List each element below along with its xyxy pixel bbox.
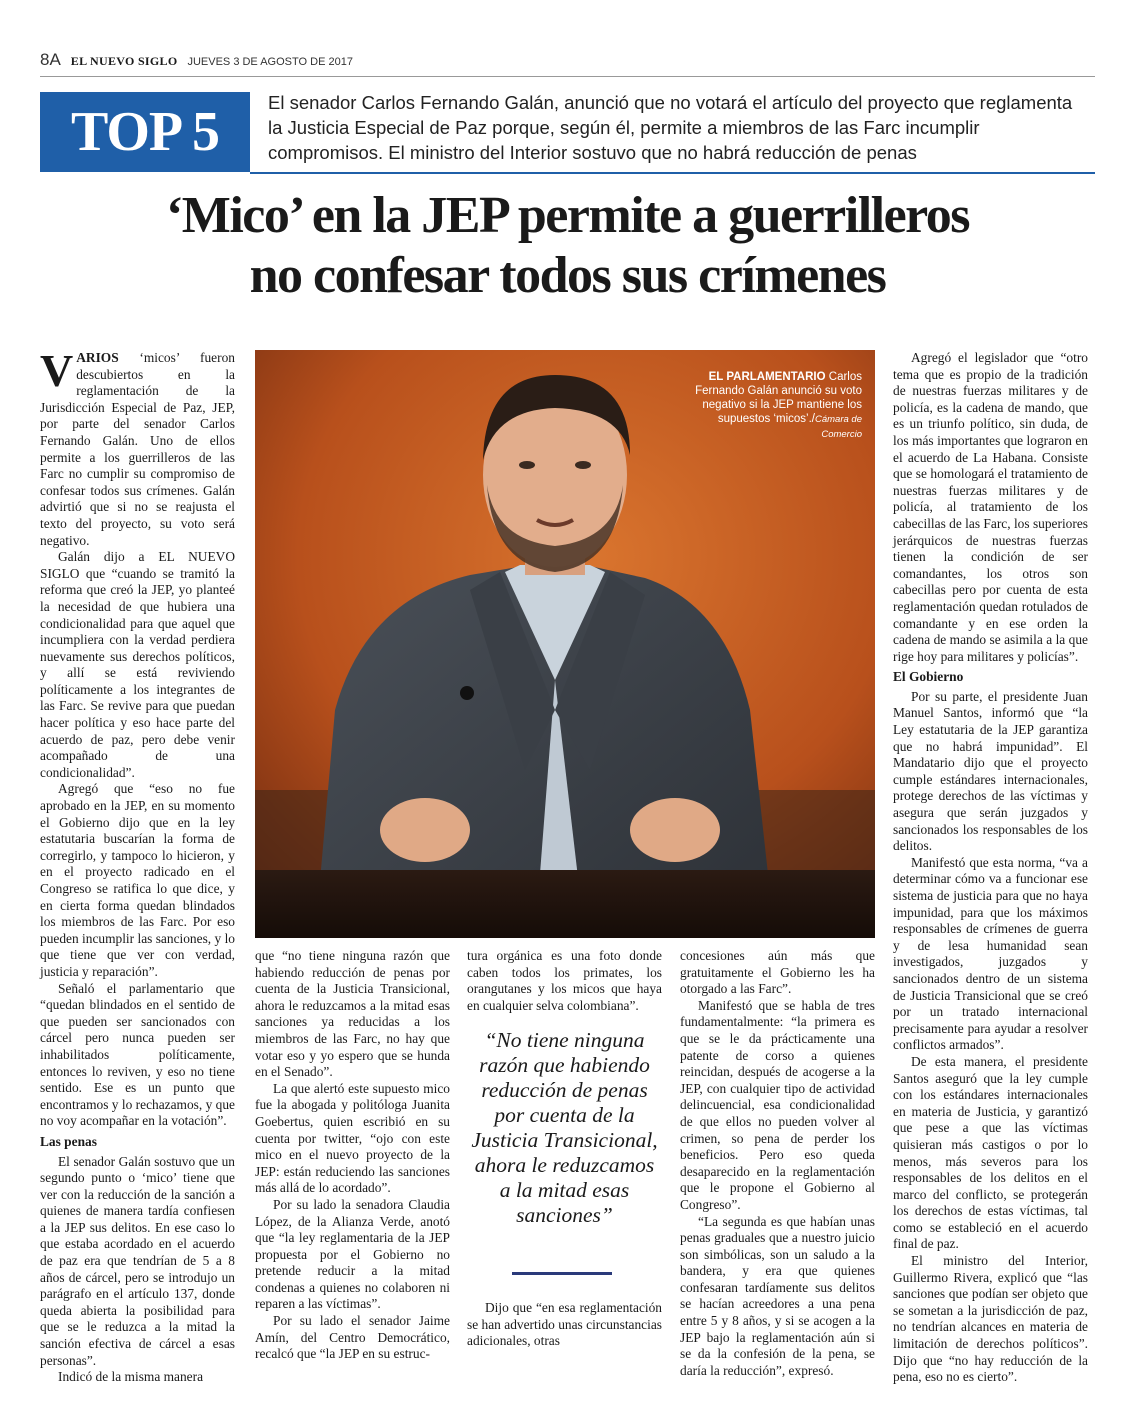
caption-text: Carlos Fernando Galán anunció su voto negativo si la JEP mantiene los supuestos ‘micos’./ bbox=[695, 371, 862, 425]
photo-credit: Cámara de Comercio bbox=[815, 414, 862, 440]
subhead-gobierno: El Gobierno bbox=[893, 669, 964, 685]
article-column-5 bbox=[893, 350, 1088, 1386]
subhead-penas: Las penas bbox=[40, 1133, 97, 1149]
headline-line-2: no confesar todos sus crímenes bbox=[249, 247, 886, 304]
paragraph: “La segunda es que habían unas penas graduales que a nuestro juicio son simbólicas, son un saludo a la bandera, y era que quienes confesaran tardíamente sus delitos se hacían acreedores a una pena entre 5 y 8 años, y si se acogen a la JEP bajo la reglamentación aún si se da la confesión de la pena, se daría la reducción”, expresó. bbox=[680, 1213, 875, 1378]
headline bbox=[40, 186, 1095, 306]
paragraph: Manifestó que se habla de tres fundamentalmente: “la primera es que se le da prácticamente una patente de corso a quienes reincidan, después de acogerse a la JEP, con cualquier tipo de actividad delincuencial, esa condicionalidad de que ellos no pueden volver al crimen, so pena de perder los beneficios. Pero eso queda desaparecido en la reglamentación que le propone el Gobierno al Congreso”. bbox=[680, 997, 875, 1212]
paragraph-text: ‘micos’ fueron descubiertos en la reglamentación de la Jurisdicción Especial de Paz, JEP, por parte del senador Carlos Fernando Galán. Uno de ellos permite a los guerrilleros de las Farc no cumplir su compromiso de confesar todos sus crímenes. Galán advirtió que si no se reajusta el texto del proyecto, su voto será negativo. bbox=[40, 350, 235, 548]
article-column-3-bottom bbox=[467, 1300, 662, 1350]
paragraph: Galán dijo a EL NUEVO SIGLO que “cuando se tramitó la reforma que creó la JEP, yo planteé la necesidad de que hubiera una condicionalidad para que aquel que incumpliera con la verdad perdiera nuevamente sus derechos políticos, y allí se está reviviendo políticamente a los integrantes de las Farc. Se revive para que puedan hacer política y eso hace parte del acuerdo de paz, pero debe venir acompañado de una condicionalidad”. bbox=[40, 549, 235, 780]
top5-label: TOP 5 bbox=[40, 92, 250, 172]
lead-paragraph bbox=[40, 345, 235, 549]
page-number: 8A bbox=[40, 50, 61, 69]
article-column-3 bbox=[467, 948, 662, 1014]
photo-caption bbox=[690, 370, 862, 442]
drop-cap: V bbox=[40, 345, 74, 396]
pull-quote: “No tiene ninguna razón que habiendo reducción de penas por cuenta de la Justicia Transicional, ahora le reduzcamos a la mitad esas sanciones” bbox=[471, 1028, 658, 1227]
paragraph: Señaló el parlamentario que “quedan blindados en el sentido de que pueden ser sancionados con cárcel pero nunca pueden ser inhabilitados políticamente, entonces lo reviven, y eso no tiene sentido. Ese es un punto que encontramos y lo rechazamos, y que no voy acompañar en la votación”. bbox=[40, 980, 235, 1129]
paragraph: El senador Galán sostuvo que un segundo punto o ‘mico’ tiene que ver con la reducción de la sanción a quienes de manera tardía confiesen a la JEP sus delitos. En ese caso lo que estaba acordado en el acuerdo de paz era que tendrían de 5 a 8 años de cárcel, pero se introdujo un parágrafo en el artículo 137, donde queda abierta la posibilidad para que se le reduzca a la mitad la sanción efectiva de cárcel a esas personas”. bbox=[40, 1153, 235, 1368]
paragraph: Dijo que “en esa reglamentación se han advertido unas circunstancias adicionales, otras bbox=[467, 1300, 662, 1349]
paragraph: Por su lado el senador Jaime Amín, del Centro Democrático, recalcó que “la JEP en su estruc- bbox=[255, 1313, 450, 1362]
paragraph: Agregó que “eso no fue aprobado en la JEP, en su momento el Gobierno dijo que en la ley estatutaria buscarían la forma de corregirlo, y tampoco lo hicieron, y en el proyecto radicado en el Congreso se ratifica lo que dice, y en cierta forma quedan blindados los miembros de las Farc. Por eso pueden incumplir las sanciones, y lo que tiene que ver con verdad, justicia y reparación”. bbox=[40, 781, 235, 979]
paragraph: Por su lado la senadora Claudia López, de la Alianza Verde, anotó que “la ley reglamentaria de la JEP propuesta por el Gobierno no pretende reducir a la mitad condenas a quienes no colaboren ni reparen a las víctimas”. bbox=[255, 1196, 450, 1312]
caption-label: EL PARLAMENTARIO bbox=[708, 371, 826, 383]
paragraph: De esta manera, el presidente Santos aseguró que la ley cumple con los estándares internacionales en materia de Justicia, y garantizó que pese a que las víctimas quisieran más castigos o por lo menos, más severos para los responsables de los delitos en el marco del conflicto, se protegerán los derechos de estas víctimas, tal como se estableció en el acuerdo final de paz. bbox=[893, 1053, 1088, 1252]
headline-line-1: ‘Mico’ en la JEP permite a guerrilleros bbox=[165, 187, 970, 244]
folio bbox=[40, 50, 353, 72]
paragraph: tura orgánica es una foto donde caben todos los primates, los orangutanes y los micos que haya en cualquier selva colombiana”. bbox=[467, 948, 662, 1013]
paragraph: Agregó el legislador que “otro tema que es propio de la tradición de nuestras fuerzas militares y de policía, es la cadena de mando, que es un triunfo político, sin duda, de los más importantes que lograron en el acuerdo de La Habana. Consiste que se homologará el tratamiento de nuestras fuerzas militares y de policía, al tratamiento de los cabecillas de las Farc, los superiores jerárquicos de nuestras fuerzas tienen la condición de ser comandantes, los otros son cabecillas pero por cuenta de esta reglamentación quedan rotulados de comandante y en ese orden la cadena de mando se asimila a la que rige hoy para militares y policías”. bbox=[893, 350, 1088, 664]
lead-caps: ARIOS bbox=[76, 350, 119, 365]
paragraph: Indicó de la misma manera bbox=[58, 1369, 204, 1385]
paragraph: El ministro del Interior, Guillermo Rivera, explicó que “las sanciones que podían ser objeto que se sometan a la jurisdicción de paz, no tendrían alcances en materia de limitación de derechos políticos”. Dijo que “no hay reducción de la pena, eso no es cierto”. bbox=[893, 1253, 1088, 1385]
pull-quote-rule bbox=[512, 1272, 612, 1275]
article-column-1 bbox=[40, 345, 235, 1386]
newspaper-name: EL NUEVO SIGLO bbox=[70, 54, 178, 68]
paragraph: Por su parte, el presidente Juan Manuel Santos, informó que “la Ley estatutaria de la JEP garantiza que no habrá impunidad”. El Mandatario dijo que el proyecto cumple estándares internacionales, protege derechos de las víctimas y asegura que serán juzgados y sancionados los responsables de los delitos. bbox=[893, 688, 1088, 854]
article-dek: El senador Carlos Fernando Galán, anunció que no votará el artículo del proyecto que reglamenta la Justicia Especial de Paz porque, según él, permite a miembros de las Farc incumplir compromisos. El ministro del Interior sostuvo que no habrá reducción de penas bbox=[268, 92, 1073, 163]
paragraph: concesiones aún más que gratuitamente el Gobierno les ha otorgado a las Farc”. bbox=[680, 948, 875, 997]
folio-divider bbox=[40, 76, 1095, 77]
paragraph: La que alertó este supuesto mico fue la abogada y politóloga Juanita Goebertus, quien escribió en su cuenta por twitter, “ojo con este mico en el nuevo proyecto de la JEP: están reduciendo las sanciones más allá de lo acordado”. bbox=[255, 1080, 450, 1196]
article-column-4 bbox=[680, 948, 875, 1379]
banner-divider bbox=[250, 172, 1095, 174]
paragraph: Manifestó que esta norma, “va a determinar cómo va a funcionar ese sistema de justicia para que no haya impunidad, para que los máximos responsables de crímenes de guerra y de lesa humanidad sean investigados, juzgados y sancionados dentro de un sistema de Justicia Transicional que se creó por un tratado internacional precisamente para ayudar a resolver conflictos armados”. bbox=[893, 854, 1088, 1053]
article-column-2 bbox=[255, 948, 450, 1363]
paragraph: que “no tiene ninguna razón que habiendo reducción de penas por cuenta de la Justicia Transicional, ahora le reduzcamos a la mitad esas sanciones ya reducidas a los miembros de las Farc, no hay que votar eso y yo espero que se hunda en el Senado”. bbox=[255, 948, 450, 1080]
issue-date: JUEVES 3 DE AGOSTO DE 2017 bbox=[187, 56, 353, 68]
